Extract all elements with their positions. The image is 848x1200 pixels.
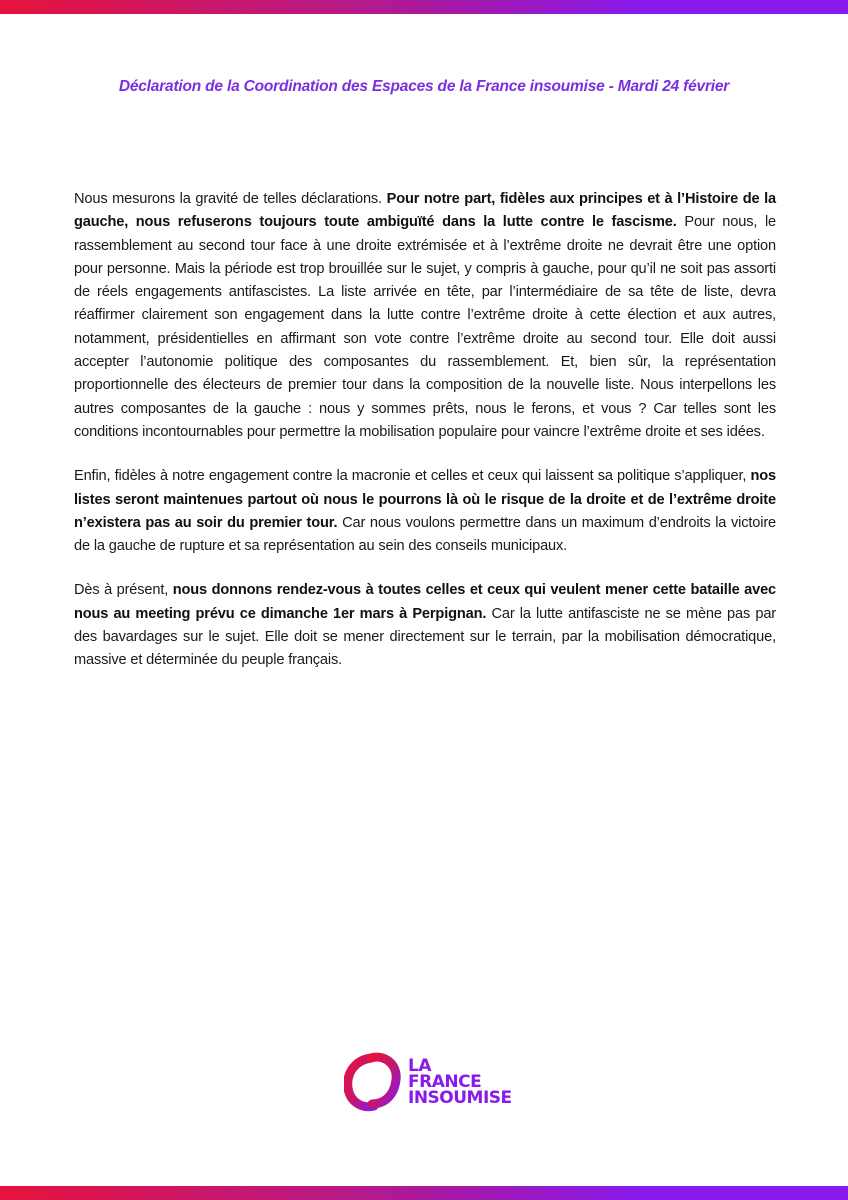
phi-logo-icon (344, 1046, 406, 1126)
lfi-logo (344, 1046, 514, 1126)
paragraph-1 (74, 188, 776, 444)
paragraph-3 (74, 579, 776, 672)
text-segment: Car nous voulons permettre dans un maximum d’endroits la victoire de la gauche de rupture et sa représentation au sein des conseils municipaux. (74, 514, 776, 555)
page-title: Déclaration de la Coordination des Espaces de la France insoumise - Mardi 24 février (118, 78, 730, 95)
text-segment: Car la lutte antifasciste ne se mène pas par des bavardages sur le sujet. Elle doit se mener directement sur le terrain, par la mobilisation démocratique, massive et déterminée du peuple français. (74, 605, 776, 669)
text-segment: Nous mesurons la gravité de telles déclarations. (74, 191, 387, 207)
text-segment: Dès à présent, (74, 582, 173, 599)
logo-line-insoumise: INSOUMISE (408, 1088, 512, 1108)
logo-wordmark (408, 1058, 512, 1106)
text-segment: Pour nous, le rassemblement au second tour face à une droite extrémisée et à l’extrême droite ne devrait être une option pour personne. Mais la période est trop brouillée sur le sujet, y compris à gauche, pour qu’il ne soit pas assorti de réels engagements antifascistes. La liste arrivée en tête, par l’intermédiaire de sa tête de liste, devra réaffirmer clairement son engagement dans la lutte contre l’extrême droite à cette élection et aux autres, notamment, présidentielles en affirmant son vote contre l’extrême droite au second tour. Elle doit aussi accepter l’autonomie politique des composantes du rassemblement. Et, bien sûr, la représentation proportionnelle des électeurs de premier tour dans la composition de la nouvelle liste. Nous interpellons les autres composantes de la gauche : nous y sommes prêts, nous le ferons, et vous ? Car telles sont les conditions incontournables pour permettre la mobilisation populaire pour vaincre l’extrême droite et ses idées. (74, 214, 776, 440)
statement-body (74, 188, 776, 694)
text-segment: Enfin, fidèles à notre engagement contre la macronie et celles et ceux qui laissent sa politique s’appliquer, (74, 468, 751, 485)
paragraph-2 (74, 465, 776, 558)
emphasized-text: nos listes seront maintenues partout où nous le pourrons là où le risque de la droite et de l’extrême droite n’existera pas au soir du premier tour. (74, 468, 776, 531)
emphasized-text: nous donnons rendez-vous à toutes celles et ceux qui veulent mener cette bataille avec nous au meeting prévu ce dimanche 1er mars à Perpignan. (74, 582, 777, 622)
emphasized-text: Pour notre part, fidèles aux principes et à l’Histoire de la gauche, nous refuserons toujours toute ambiguïté dans la lutte contre le fascisme. (74, 191, 776, 231)
top-gradient-bar (0, 0, 848, 14)
bottom-gradient-bar (0, 1186, 848, 1200)
logo-line-la: LA (408, 1056, 431, 1076)
logo-line-france: FRANCE (408, 1072, 482, 1092)
